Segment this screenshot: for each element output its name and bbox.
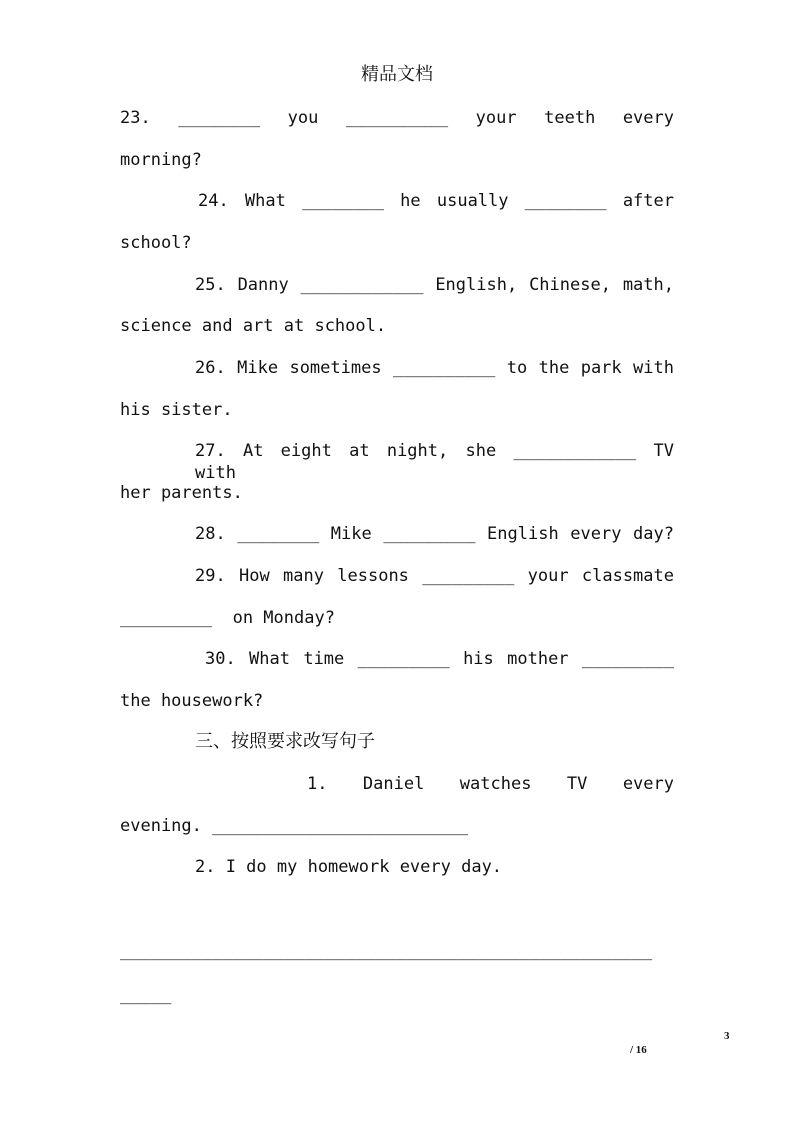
page-number: 3 <box>724 1030 730 1042</box>
question-26-line-2: his sister. <box>120 400 233 420</box>
answer-blank-line-1: ____________________________________________________ <box>120 941 653 961</box>
question-30-line-2: the housework? <box>120 691 264 711</box>
question-27-line-2: her parents. <box>120 483 243 503</box>
rewrite-item-1-line-2: evening. _________________________ <box>120 816 468 836</box>
question-24-line-2: school? <box>120 233 192 253</box>
question-23-line-1: 23. ________ you __________ your teeth every <box>120 108 674 128</box>
page-total: / 16 <box>630 1044 647 1056</box>
document-header-title: 精品文档 <box>361 64 433 85</box>
section-heading: 三、按照要求改写句子 <box>195 731 375 752</box>
question-30-line-1: 30. What time _________ his mother _________ <box>205 649 674 669</box>
question-29-line-2: _________ on Monday? <box>120 608 335 628</box>
question-28-line: 28. ________ Mike _________ English every day? <box>195 524 674 544</box>
question-25-line-1: 25. Danny ____________ English, Chinese, math, <box>195 275 674 295</box>
question-29-line-1: 29. How many lessons _________ your classmate <box>195 566 674 586</box>
question-27-line-1: 27. At eight at night, she ____________ TV with <box>195 441 674 483</box>
rewrite-item-2: 2. I do my homework every day. <box>195 857 503 877</box>
question-25-line-2: science and art at school. <box>120 316 387 336</box>
rewrite-item-1-line-1: 1. Daniel watches TV every <box>307 774 674 794</box>
question-24-line-1: 24. What ________ he usually ________ after <box>198 191 674 211</box>
answer-blank-line-2: _____ <box>120 985 172 1005</box>
question-23-line-2: morning? <box>120 150 202 170</box>
question-26-line-1: 26. Mike sometimes __________ to the park with <box>195 358 674 378</box>
